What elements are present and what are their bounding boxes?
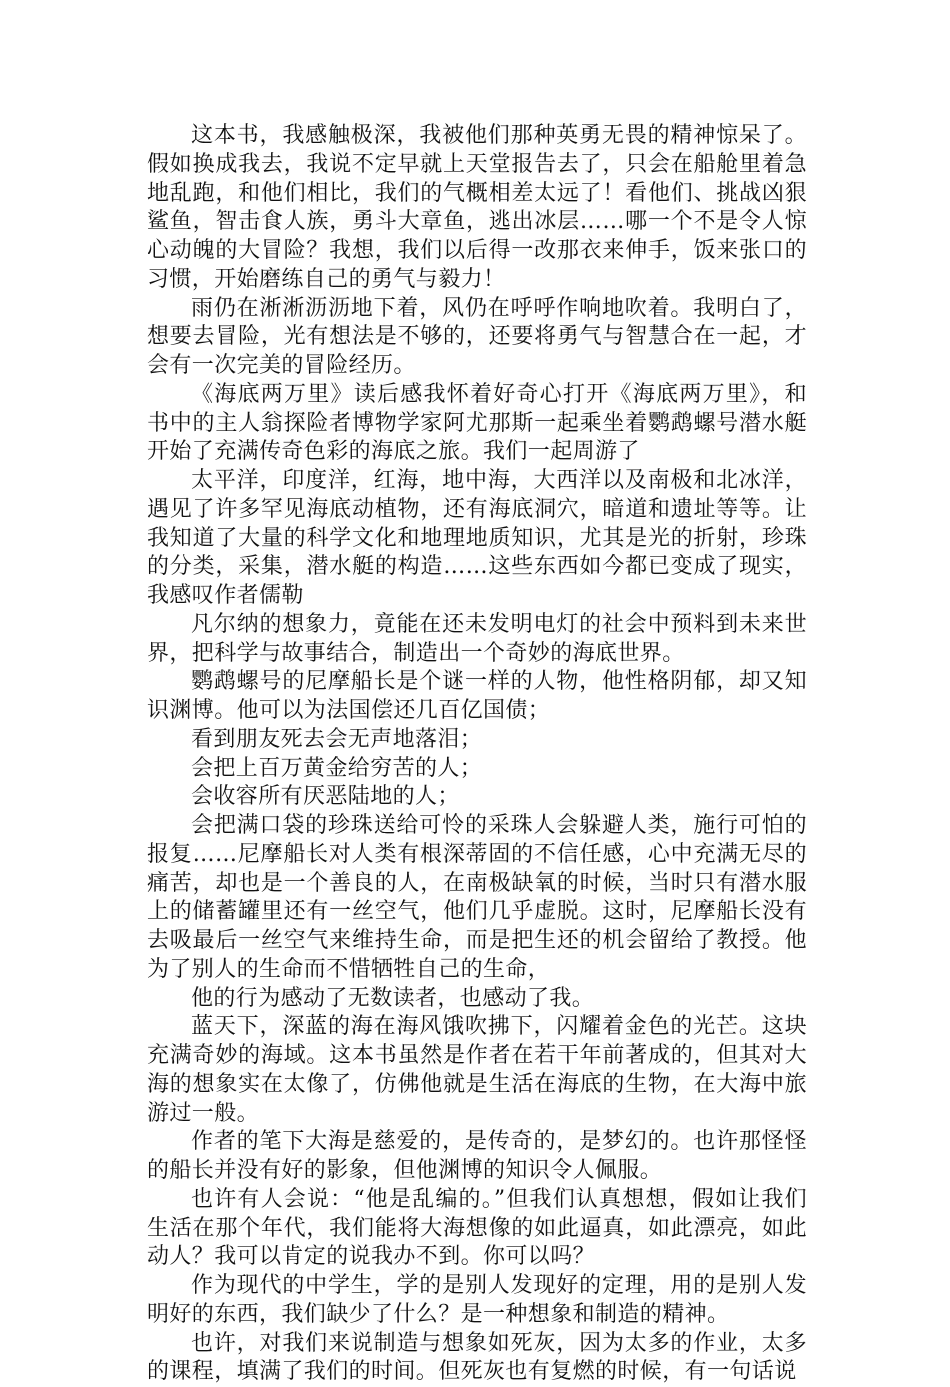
paragraph: 作为现代的中学生，学的是别人发现好的定理，用的是别人发明好的东西，我们缺少了什么？是一种想象和制造的精神。: [147, 1272, 807, 1330]
paragraph: 鹦鹉螺号的尼摩船长是个谜一样的人物，他性格阴郁，却又知识渊博。他可以为法国偿还几百亿国债；: [147, 668, 807, 726]
paragraph: 看到朋友死去会无声地落泪；: [147, 726, 807, 755]
paragraph: 雨仍在淅淅沥沥地下着，风仍在呼呼作响地吹着。我明白了，想要去冒险，光有想法是不够的，还要将勇气与智慧合在一起，才会有一次完美的冒险经历。: [147, 295, 807, 381]
paragraph: 《海底两万里》读后感我怀着好奇心打开《海底两万里》，和书中的主人翁探险者博物学家阿尤那斯一起乘坐着鹦鹉螺号潜水艇开始了充满传奇色彩的海底之旅。我们一起周游了: [147, 381, 807, 467]
paragraph: 会把上百万黄金给穷苦的人；: [147, 755, 807, 784]
paragraph: 也许有人会说：“他是乱编的。”但我们认真想想，假如让我们生活在那个年代，我们能将大海想像的如此逼真，如此漂亮，如此动人？我可以肯定的说我办不到。你可以吗？: [147, 1186, 807, 1272]
paragraph: 作者的笔下大海是慈爱的，是传奇的，是梦幻的。也许那怪怪的船长并没有好的影象，但他渊博的知识令人佩服。: [147, 1128, 807, 1186]
paragraph: 凡尔纳的想象力，竟能在还未发明电灯的社会中预料到未来世界，把科学与故事结合，制造出一个奇妙的海底世界。: [147, 611, 807, 669]
paragraph: 会把满口袋的珍珠送给可怜的采珠人会躲避人类，施行可怕的报复……尼摩船长对人类有根深蒂固的不信任感，心中充满无尽的痛苦，却也是一个善良的人，在南极缺氧的时候，当时只有潜水服上的储蓄罐里还有一丝空气，他们几乎虚脱。这时，尼摩船长没有去吸最后一丝空气来维持生命，而是把生还的机会留给了教授。他为了别人的生命而不惜牺牲自己的生命，: [147, 812, 807, 985]
paragraph: 太平洋，印度洋，红海，地中海，大西洋以及南极和北冰洋，遇见了许多罕见海底动植物，还有海底洞穴，暗道和遗址等等。让我知道了大量的科学文化和地理地质知识，尤其是光的折射，珍珠的分类，采集，潜水艇的构造……这些东西如今都已变成了现实，我感叹作者儒勒: [147, 467, 807, 611]
paragraph: 也许，对我们来说制造与想象如死灰，因为太多的作业，太多的课程，填满了我们的时间。但死灰也有复燃的时候，有一句话说: [147, 1330, 807, 1387]
paragraph: 蓝天下，深蓝的海在海风饿吹拂下，闪耀着金色的光芒。这块充满奇妙的海域。这本书虽然是作者在若干年前著成的，但其对大海的想象实在太像了，仿佛他就是生活在海底的生物，在大海中旅游过一般。: [147, 1013, 807, 1128]
paragraph: 会收容所有厌恶陆地的人；: [147, 783, 807, 812]
paragraph: 这本书，我感触极深，我被他们那种英勇无畏的精神惊呆了。假如换成我去，我说不定早就上天堂报告去了，只会在船舱里着急地乱跑，和他们相比，我们的气概相差太远了！看他们、挑战凶狠鲨鱼，智击食人族，勇斗大章鱼，逃出冰层……哪一个不是令人惊心动魄的大冒险？我想，我们以后得一改那衣来伸手，饭来张口的习惯，开始磨练自己的勇气与毅力！: [147, 122, 807, 295]
document-body: [147, 122, 807, 1387]
paragraph: 他的行为感动了无数读者，也感动了我。: [147, 985, 807, 1014]
